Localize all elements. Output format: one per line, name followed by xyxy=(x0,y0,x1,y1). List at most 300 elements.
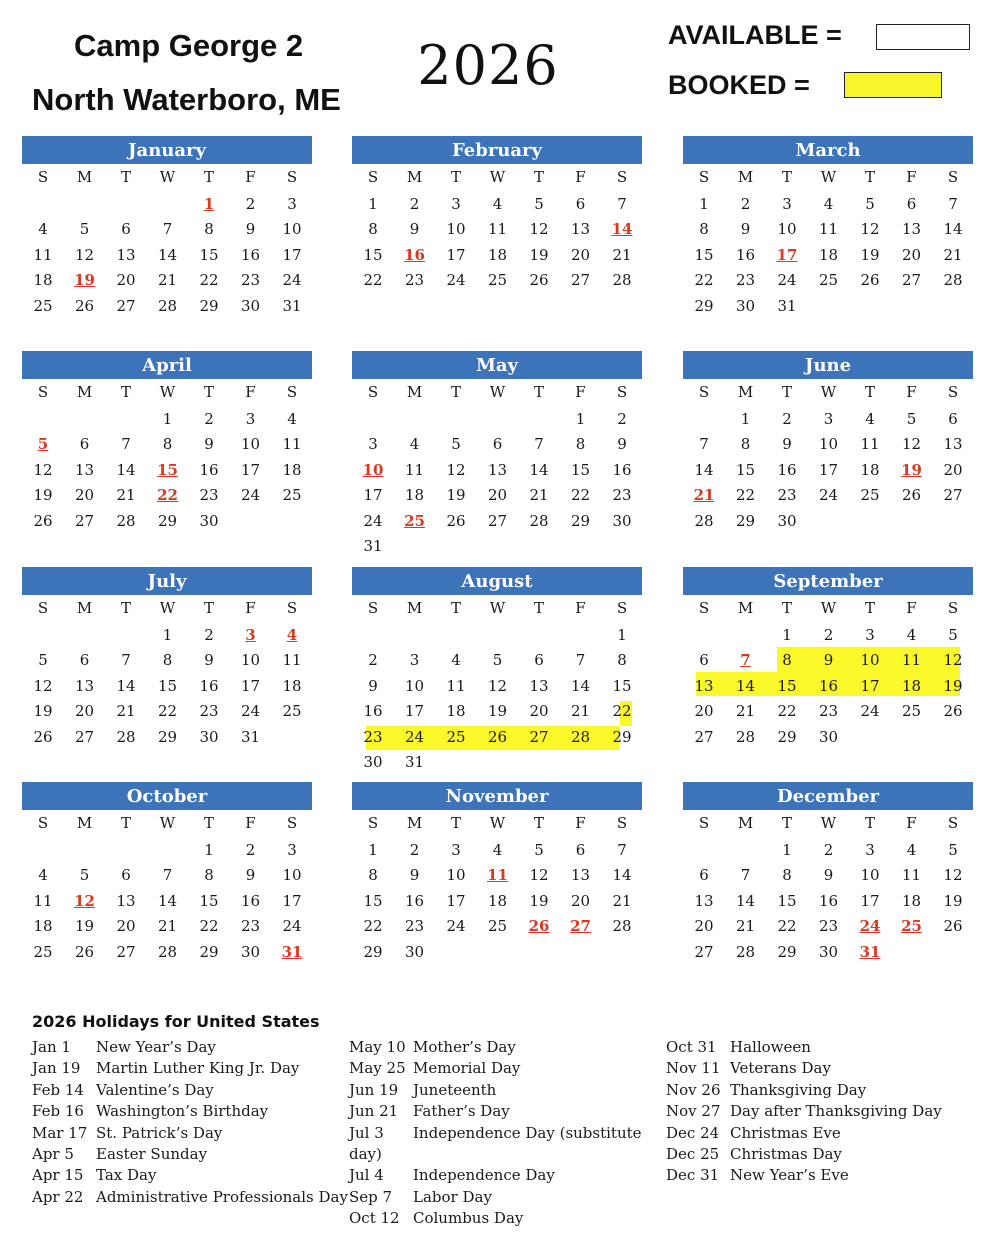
month-header: March xyxy=(683,136,973,164)
day: 7 xyxy=(699,435,709,454)
day: 19 xyxy=(33,486,53,505)
day: 12 xyxy=(529,220,549,239)
day: 20 xyxy=(694,702,714,721)
day: 10 xyxy=(282,220,302,239)
day: 30 xyxy=(818,942,839,961)
weekday-label: F xyxy=(575,599,586,617)
holiday-day: 19 xyxy=(901,460,922,479)
day: 4 xyxy=(823,195,834,213)
holiday-entry xyxy=(666,1058,966,1080)
holiday-entry xyxy=(666,1080,966,1102)
holiday-entry xyxy=(349,1037,649,1059)
day: 19 xyxy=(487,702,508,721)
day: 17 xyxy=(860,676,880,695)
weekday-label: T xyxy=(203,168,214,186)
day: 8 xyxy=(740,435,751,454)
day: 5 xyxy=(534,841,544,859)
holiday-name: Day after Thanksgiving Day xyxy=(730,1102,942,1121)
holiday-entry xyxy=(32,1187,348,1209)
day: 30 xyxy=(199,511,219,530)
holiday-date: Jun 21 xyxy=(349,1102,399,1121)
holiday-entry xyxy=(349,1208,649,1230)
day: 28 xyxy=(116,511,136,530)
day: 12 xyxy=(33,676,53,695)
month-header: May xyxy=(352,351,642,379)
day: 16 xyxy=(363,702,383,721)
weekday-label: F xyxy=(245,383,256,401)
day: 26 xyxy=(33,727,53,746)
weekday-label: T xyxy=(120,599,131,617)
day: 17 xyxy=(818,460,839,479)
day: 24 xyxy=(404,727,425,746)
holiday-name: Juneteenth xyxy=(413,1080,497,1099)
weekday-label: S xyxy=(37,168,49,186)
day: 12 xyxy=(943,866,963,885)
weekday-label: F xyxy=(906,383,917,401)
holiday-date: May 25 xyxy=(349,1059,406,1078)
holiday-name: New Year’s Day xyxy=(96,1038,216,1056)
day: 9 xyxy=(409,866,420,885)
day: 28 xyxy=(529,511,549,530)
month-august xyxy=(352,567,642,769)
holiday-name: Martin Luther King Jr. Day xyxy=(96,1059,300,1078)
day: 25 xyxy=(487,917,508,936)
day: 16 xyxy=(199,676,219,695)
day: 25 xyxy=(860,486,880,505)
day: 31 xyxy=(282,296,302,315)
weekday-label: T xyxy=(450,168,461,186)
holiday-entry xyxy=(666,1037,966,1059)
day: 20 xyxy=(487,486,508,505)
holiday-entry xyxy=(666,1101,966,1123)
day: 19 xyxy=(446,486,466,505)
day: 1 xyxy=(740,410,751,428)
weekday-label: T xyxy=(864,814,875,832)
day: 5 xyxy=(451,435,461,454)
day: 17 xyxy=(860,891,880,910)
day: 19 xyxy=(943,676,963,695)
day: 15 xyxy=(157,676,178,695)
holiday-day: 26 xyxy=(528,917,550,936)
day: 20 xyxy=(694,917,714,936)
day: 18 xyxy=(818,245,839,264)
day: 23 xyxy=(818,917,839,936)
day: 1 xyxy=(782,841,792,859)
day: 8 xyxy=(699,220,709,239)
day: 15 xyxy=(735,460,756,479)
weekday-label: T xyxy=(864,383,875,401)
weekday-label: W xyxy=(820,814,837,832)
day: 2 xyxy=(204,410,214,428)
day: 10 xyxy=(446,220,466,239)
day: 6 xyxy=(575,195,586,213)
day: 7 xyxy=(617,195,627,213)
day: 14 xyxy=(157,245,178,264)
holiday-day: 10 xyxy=(362,460,384,479)
day: 5 xyxy=(79,866,90,885)
weekday-label: S xyxy=(286,599,298,617)
weekday-label: M xyxy=(737,599,754,617)
holiday-name: Veterans Day xyxy=(730,1059,831,1078)
day: 14 xyxy=(529,460,549,479)
weekday-label: S xyxy=(367,599,379,617)
holiday-entry xyxy=(32,1101,332,1123)
day: 15 xyxy=(199,891,219,910)
weekday-label: W xyxy=(159,814,176,832)
holiday-date: day) xyxy=(349,1145,382,1163)
day: 12 xyxy=(943,651,963,670)
holiday-day: 15 xyxy=(157,460,178,479)
day: 17 xyxy=(446,245,466,264)
day: 30 xyxy=(404,942,425,961)
weekday-label: F xyxy=(906,168,917,186)
day: 16 xyxy=(199,460,219,479)
weekday-label: T xyxy=(781,814,792,832)
holiday-date: Jan 1 xyxy=(32,1038,71,1056)
day: 15 xyxy=(363,245,383,264)
day: 10 xyxy=(818,435,839,454)
day: 15 xyxy=(612,676,632,695)
day: 6 xyxy=(699,866,709,885)
day: 16 xyxy=(818,891,839,910)
weekday-label: S xyxy=(698,599,710,617)
day: 4 xyxy=(492,841,503,859)
day: 5 xyxy=(534,195,544,213)
holiday-date: Feb 16 xyxy=(32,1102,84,1121)
day: 21 xyxy=(116,486,136,505)
day: 16 xyxy=(735,245,756,264)
day: 10 xyxy=(240,651,261,670)
day: 17 xyxy=(363,486,383,505)
day: 13 xyxy=(570,866,591,885)
day: 26 xyxy=(487,727,508,746)
day: 8 xyxy=(782,866,792,885)
day: 21 xyxy=(735,917,756,936)
day: 22 xyxy=(612,702,632,721)
day: 15 xyxy=(199,245,219,264)
month-header: December xyxy=(683,782,973,810)
weekday-label: F xyxy=(245,599,256,617)
holiday-date: Apr 15 xyxy=(32,1166,84,1185)
day: 10 xyxy=(282,866,302,885)
day: 27 xyxy=(487,511,508,530)
day: 9 xyxy=(617,435,627,454)
day: 25 xyxy=(33,942,53,961)
holiday-date: Jul 3 xyxy=(349,1123,384,1142)
month-header: April xyxy=(22,351,312,379)
holiday-date: Jul 4 xyxy=(349,1166,384,1185)
day: 21 xyxy=(943,245,963,264)
weekday-label: T xyxy=(120,383,131,401)
day: 18 xyxy=(487,891,508,910)
holiday-day: 16 xyxy=(404,245,425,264)
day: 24 xyxy=(240,486,261,505)
day: 24 xyxy=(860,702,880,721)
weekday-label: M xyxy=(406,168,423,186)
day: 19 xyxy=(529,245,549,264)
weekday-label: T xyxy=(781,168,792,186)
weekday-label: T xyxy=(203,383,214,401)
day: 26 xyxy=(943,702,963,721)
holiday-name: Washington’s Birthday xyxy=(96,1102,269,1121)
holiday-name: Valentine’s Day xyxy=(96,1080,214,1099)
legend-booked-swatch xyxy=(844,72,942,98)
weekday-label: W xyxy=(159,168,176,186)
day: 24 xyxy=(818,486,839,505)
day: 30 xyxy=(735,296,756,315)
day: 6 xyxy=(79,651,90,670)
day: 28 xyxy=(612,271,632,290)
month-header: October xyxy=(22,782,312,810)
holiday-day: 1 xyxy=(203,195,215,213)
day: 22 xyxy=(363,917,383,936)
holiday-name: Independence Day xyxy=(413,1166,555,1185)
day: 27 xyxy=(943,486,963,505)
day: 23 xyxy=(199,702,219,721)
day: 4 xyxy=(451,651,461,670)
month-header: September xyxy=(683,567,973,595)
day: 17 xyxy=(282,245,302,264)
day: 9 xyxy=(368,676,378,695)
day: 17 xyxy=(446,891,466,910)
weekday-label: S xyxy=(698,814,710,832)
weekday-label: T xyxy=(533,814,544,832)
holiday-name: Memorial Day xyxy=(413,1059,521,1078)
day: 27 xyxy=(116,942,136,961)
holiday-entry xyxy=(32,1058,332,1080)
day: 5 xyxy=(38,651,48,670)
day: 5 xyxy=(906,410,917,428)
day: 17 xyxy=(240,460,261,479)
day: 3 xyxy=(409,651,420,670)
day: 3 xyxy=(368,435,378,454)
day: 6 xyxy=(492,435,503,454)
holiday-day: 11 xyxy=(487,866,508,885)
day: 31 xyxy=(363,537,383,555)
day: 18 xyxy=(901,676,922,695)
day: 21 xyxy=(735,702,756,721)
holiday-date: Oct 12 xyxy=(349,1209,400,1228)
day: 4 xyxy=(906,626,917,644)
day: 13 xyxy=(74,460,95,479)
holiday-day: 12 xyxy=(74,891,95,910)
day: 2 xyxy=(368,651,378,670)
day: 9 xyxy=(740,220,751,239)
weekday-label: M xyxy=(76,168,93,186)
holiday-entry xyxy=(349,1058,649,1080)
weekday-label: S xyxy=(367,814,379,832)
day: 22 xyxy=(777,917,797,936)
day: 10 xyxy=(777,220,797,239)
day: 21 xyxy=(157,917,178,936)
day: 8 xyxy=(162,651,173,670)
day: 4 xyxy=(287,410,297,428)
day: 2 xyxy=(409,841,420,859)
day: 16 xyxy=(404,891,425,910)
day: 29 xyxy=(777,942,797,961)
day: 22 xyxy=(157,702,178,721)
day: 7 xyxy=(121,435,131,454)
day: 8 xyxy=(204,220,214,239)
day: 31 xyxy=(240,727,261,746)
day: 11 xyxy=(282,435,302,454)
day: 29 xyxy=(363,942,383,961)
weekday-label: T xyxy=(120,168,131,186)
month-header: November xyxy=(352,782,642,810)
day: 3 xyxy=(782,195,792,213)
day: 9 xyxy=(245,220,256,239)
camp-location: North Waterboro, ME xyxy=(32,82,341,117)
day: 10 xyxy=(860,866,880,885)
day: 4 xyxy=(906,841,917,859)
day: 8 xyxy=(782,651,792,670)
holiday-entry xyxy=(349,1187,649,1209)
day: 10 xyxy=(860,651,880,670)
weekday-label: S xyxy=(286,168,298,186)
day: 22 xyxy=(694,271,714,290)
weekday-label: T xyxy=(450,814,461,832)
weekday-label: S xyxy=(947,599,959,617)
day: 25 xyxy=(33,296,53,315)
weekday-label: S xyxy=(698,168,710,186)
day: 28 xyxy=(612,917,632,936)
day: 20 xyxy=(74,486,95,505)
day: 6 xyxy=(575,841,586,859)
weekday-label: S xyxy=(286,814,298,832)
day: 29 xyxy=(612,727,632,746)
weekday-label: S xyxy=(616,599,628,617)
weekday-label: F xyxy=(575,168,586,186)
weekday-label: S xyxy=(698,383,710,401)
day: 26 xyxy=(901,486,922,505)
holiday-day: 4 xyxy=(286,626,298,644)
day: 3 xyxy=(451,841,461,859)
day: 27 xyxy=(74,511,95,530)
day: 20 xyxy=(901,245,922,264)
weekday-label: S xyxy=(947,814,959,832)
day: 1 xyxy=(782,626,792,644)
weekday-label: M xyxy=(737,814,754,832)
day: 9 xyxy=(823,866,834,885)
weekday-label: S xyxy=(37,599,49,617)
day: 4 xyxy=(409,435,420,454)
weekday-label: T xyxy=(533,383,544,401)
day: 15 xyxy=(777,891,797,910)
holiday-day: 5 xyxy=(37,435,49,454)
day: 23 xyxy=(818,702,839,721)
weekday-label: F xyxy=(906,599,917,617)
day: 3 xyxy=(865,626,875,644)
day: 20 xyxy=(943,460,963,479)
day: 19 xyxy=(943,891,963,910)
day: 4 xyxy=(38,220,48,239)
month-april xyxy=(22,351,312,553)
day: 26 xyxy=(943,917,963,936)
day: 7 xyxy=(121,651,131,670)
day: 22 xyxy=(735,486,756,505)
day: 1 xyxy=(575,410,586,428)
weekday-label: T xyxy=(450,599,461,617)
day: 29 xyxy=(570,511,591,530)
day: 27 xyxy=(694,727,714,746)
weekday-label: M xyxy=(76,599,93,617)
day: 6 xyxy=(79,435,90,454)
weekday-label: M xyxy=(76,383,93,401)
day: 12 xyxy=(529,866,549,885)
holiday-name: Columbus Day xyxy=(413,1209,524,1228)
holiday-name: Thanksgiving Day xyxy=(730,1080,867,1099)
holiday-entry xyxy=(32,1080,332,1102)
day: 20 xyxy=(529,702,549,721)
day: 30 xyxy=(777,511,797,530)
day: 27 xyxy=(694,942,714,961)
day: 19 xyxy=(74,917,95,936)
day: 11 xyxy=(487,220,508,239)
holiday-date: Dec 24 xyxy=(666,1123,720,1142)
day: 20 xyxy=(116,271,136,290)
weekday-label: T xyxy=(203,599,214,617)
day: 24 xyxy=(282,271,302,290)
holiday-entry xyxy=(349,1080,649,1102)
day: 25 xyxy=(446,727,466,746)
holiday-day: 27 xyxy=(570,917,591,936)
day: 10 xyxy=(404,676,425,695)
weekday-label: S xyxy=(947,168,959,186)
day: 26 xyxy=(446,511,466,530)
weekday-label: T xyxy=(450,383,461,401)
day: 28 xyxy=(570,727,591,746)
weekday-label: T xyxy=(781,599,792,617)
day: 23 xyxy=(404,917,425,936)
day: 7 xyxy=(740,866,751,885)
holiday-name: Christmas Eve xyxy=(730,1123,841,1142)
day: 14 xyxy=(694,460,714,479)
day: 14 xyxy=(157,891,178,910)
day: 9 xyxy=(409,220,420,239)
day: 15 xyxy=(570,460,591,479)
day: 2 xyxy=(740,195,751,213)
day: 6 xyxy=(699,651,709,670)
legend-available-swatch xyxy=(876,24,970,50)
holiday-day: 19 xyxy=(74,271,95,290)
holiday-entry xyxy=(349,1101,649,1123)
month-june xyxy=(683,351,973,553)
day: 30 xyxy=(240,296,261,315)
day: 30 xyxy=(363,753,383,771)
day: 13 xyxy=(487,460,508,479)
day: 28 xyxy=(694,511,714,530)
holiday-entry xyxy=(349,1144,649,1166)
holidays-title: 2026 Holidays for United States xyxy=(32,1012,320,1031)
month-november xyxy=(352,782,642,984)
day: 13 xyxy=(116,891,136,910)
day: 9 xyxy=(823,651,834,670)
camp-name: Camp George 2 xyxy=(74,28,304,63)
day: 2 xyxy=(823,841,834,859)
weekday-label: S xyxy=(616,814,628,832)
day: 22 xyxy=(363,271,383,290)
weekday-label: W xyxy=(159,383,176,401)
day: 3 xyxy=(865,841,875,859)
day: 28 xyxy=(157,942,178,961)
month-header: February xyxy=(352,136,642,164)
day: 29 xyxy=(157,727,178,746)
day: 18 xyxy=(282,676,302,695)
day: 27 xyxy=(901,271,922,290)
holiday-date: Nov 27 xyxy=(666,1102,721,1121)
month-header: January xyxy=(22,136,312,164)
weekday-label: S xyxy=(616,383,628,401)
